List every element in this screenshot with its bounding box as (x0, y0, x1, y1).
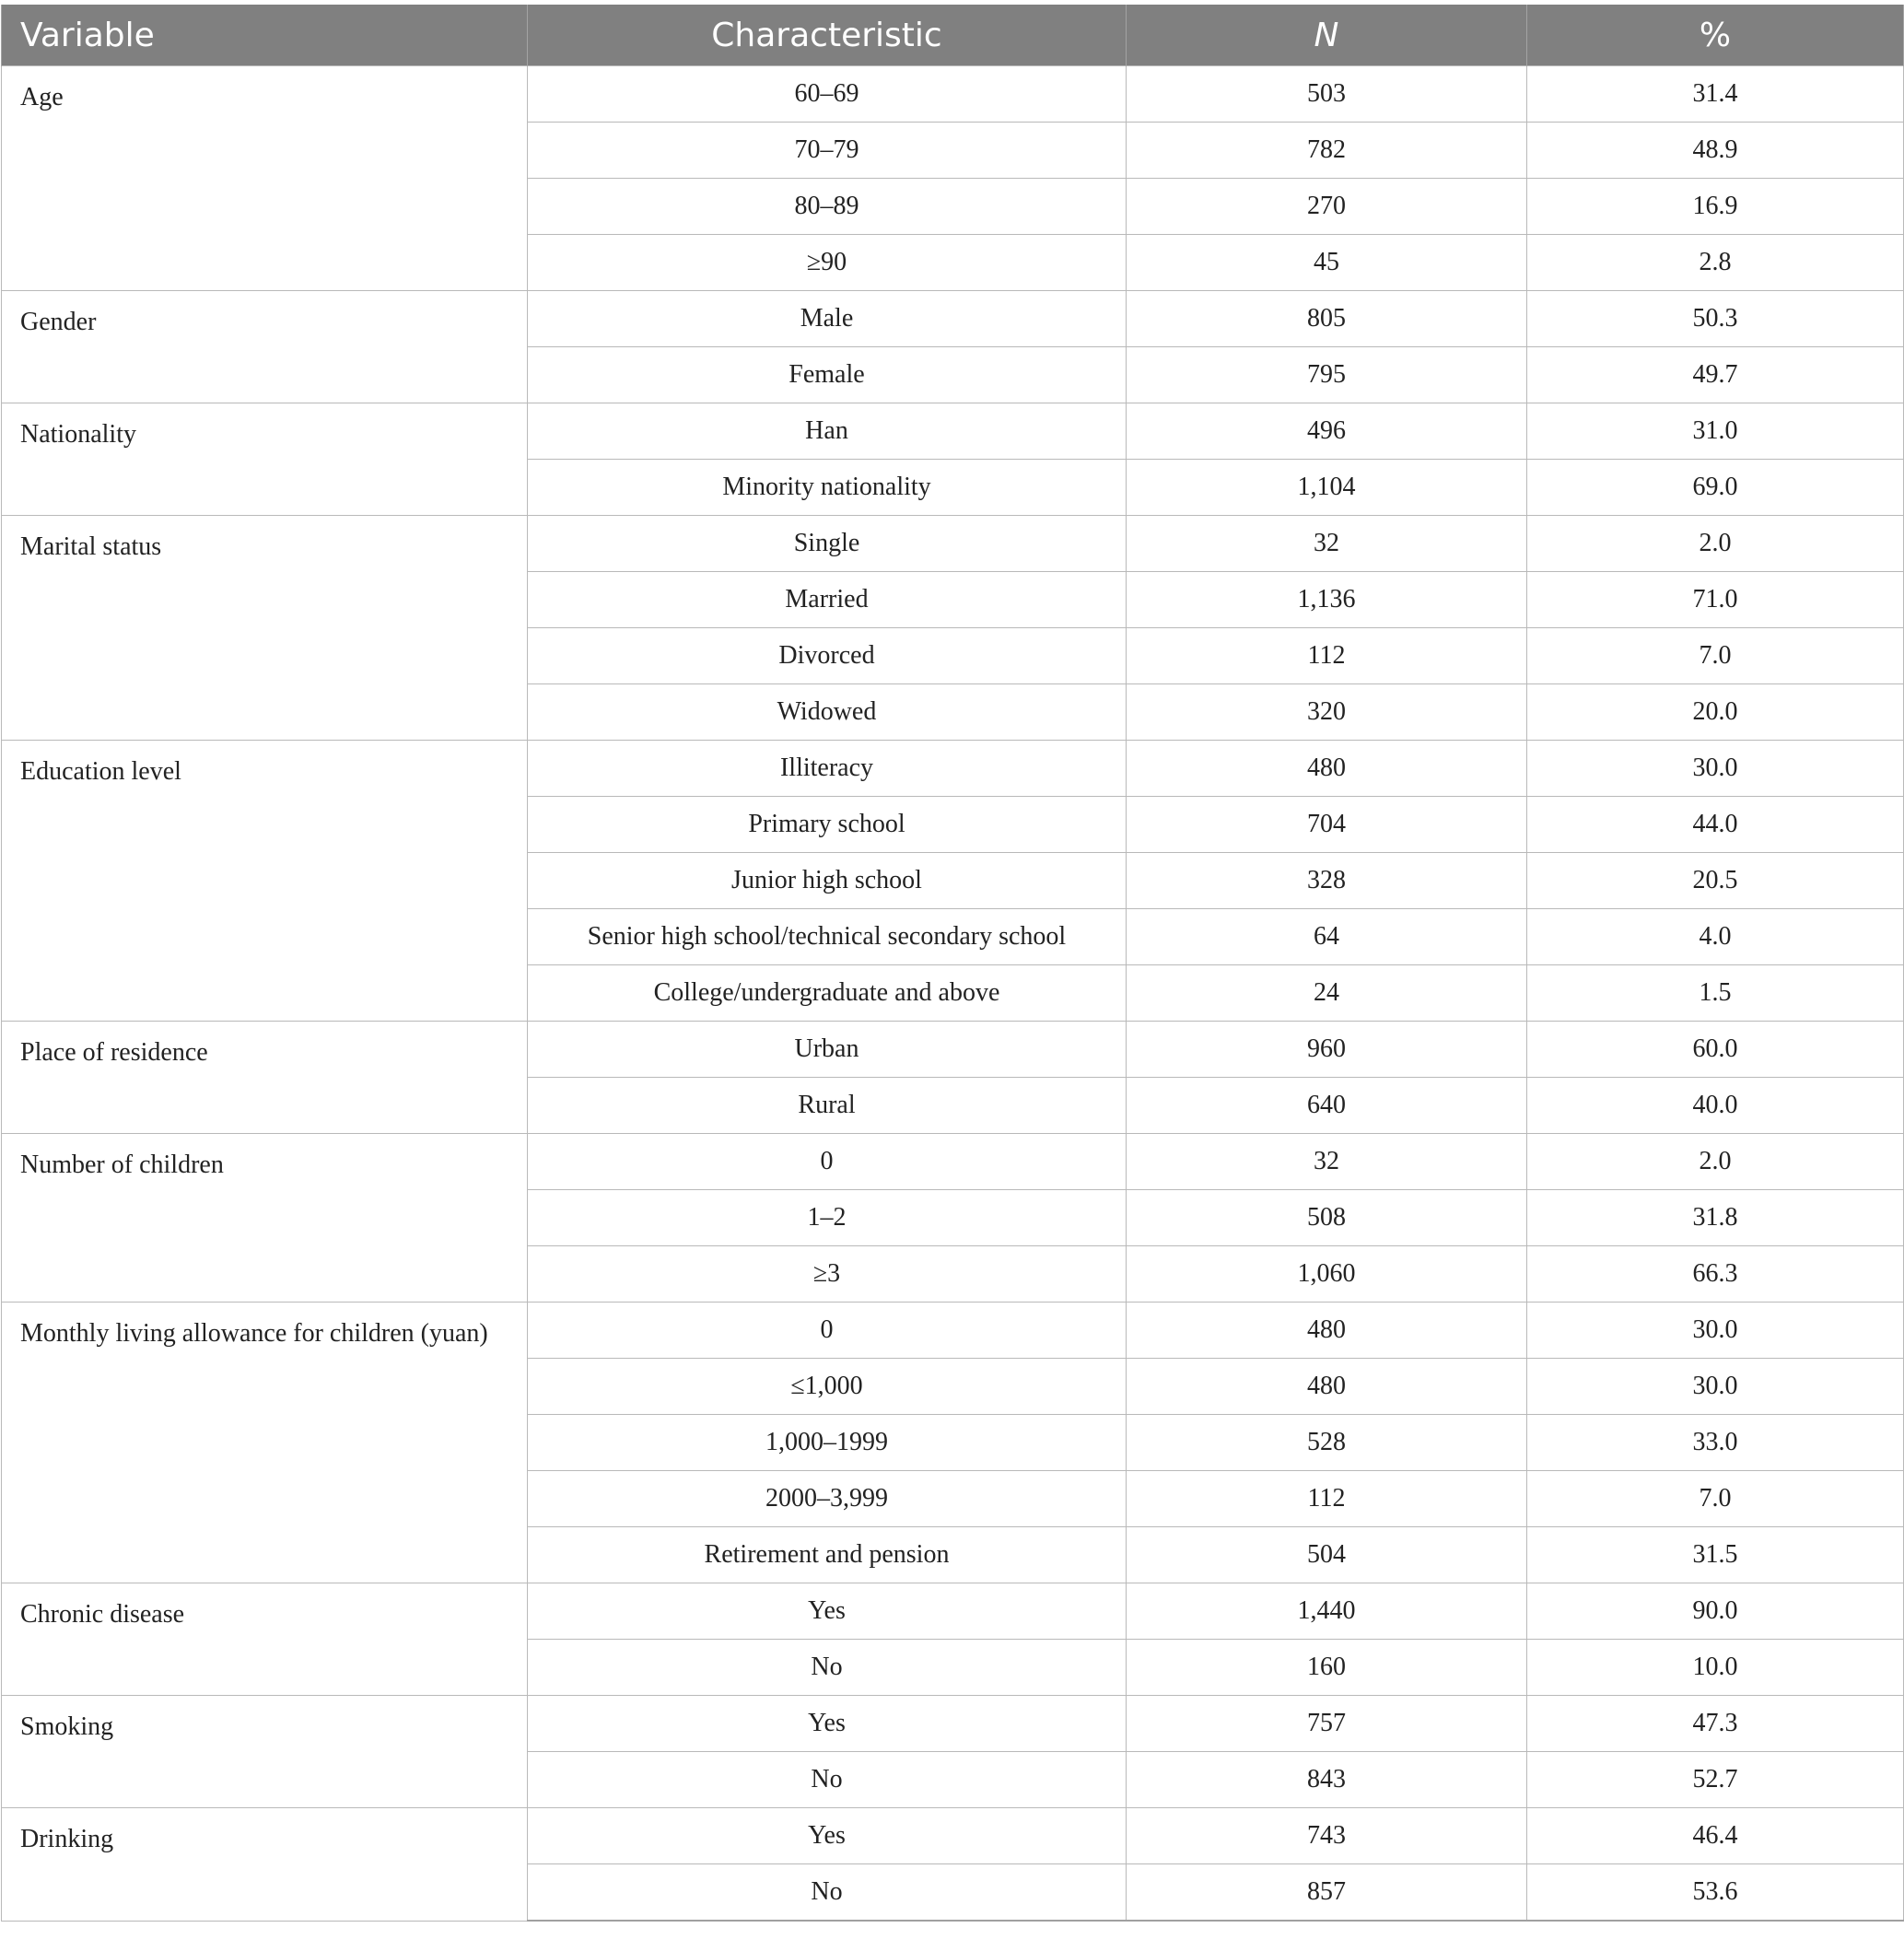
characteristic-cell: Han (528, 403, 1127, 460)
header-percent: % (1527, 5, 1904, 66)
percent-cell: 2.0 (1527, 516, 1904, 572)
n-cell: 743 (1127, 1808, 1527, 1864)
percent-cell: 69.0 (1527, 460, 1904, 516)
table-row (2, 1696, 1904, 1752)
n-cell: 640 (1127, 1078, 1527, 1134)
variable-cell: Age (2, 66, 528, 291)
n-cell: 24 (1127, 965, 1527, 1022)
n-cell: 782 (1127, 123, 1527, 179)
n-cell: 112 (1127, 628, 1527, 684)
n-cell: 270 (1127, 179, 1527, 235)
characteristic-cell: 0 (528, 1134, 1127, 1190)
variable-cell: Number of children (2, 1134, 528, 1303)
variable-cell: Smoking (2, 1696, 528, 1808)
percent-cell: 10.0 (1527, 1640, 1904, 1696)
characteristic-cell: ≤1,000 (528, 1359, 1127, 1415)
n-cell: 795 (1127, 347, 1527, 403)
percent-cell: 31.5 (1527, 1527, 1904, 1583)
table-row (2, 403, 1904, 460)
characteristic-cell: Single (528, 516, 1127, 572)
percent-cell: 31.4 (1527, 66, 1904, 123)
percent-cell: 30.0 (1527, 1303, 1904, 1359)
characteristic-cell: Yes (528, 1696, 1127, 1752)
characteristic-cell: 1,000–1999 (528, 1415, 1127, 1471)
n-cell: 1,104 (1127, 460, 1527, 516)
header-n: N (1127, 5, 1527, 66)
n-cell: 480 (1127, 1303, 1527, 1359)
percent-cell: 33.0 (1527, 1415, 1904, 1471)
percent-cell: 66.3 (1527, 1246, 1904, 1303)
n-cell: 1,060 (1127, 1246, 1527, 1303)
percent-cell: 16.9 (1527, 179, 1904, 235)
percent-cell: 46.4 (1527, 1808, 1904, 1864)
percent-cell: 40.0 (1527, 1078, 1904, 1134)
characteristic-cell: Illiteracy (528, 741, 1127, 797)
characteristic-cell: 60–69 (528, 66, 1127, 123)
n-cell: 45 (1127, 235, 1527, 291)
n-cell: 328 (1127, 853, 1527, 909)
table-body (2, 66, 1904, 1922)
n-cell: 496 (1127, 403, 1527, 460)
percent-cell: 48.9 (1527, 123, 1904, 179)
characteristic-cell: Female (528, 347, 1127, 403)
table-row (2, 291, 1904, 347)
n-cell: 757 (1127, 1696, 1527, 1752)
percent-cell: 1.5 (1527, 965, 1904, 1022)
characteristic-cell: No (528, 1864, 1127, 1922)
characteristic-cell: Junior high school (528, 853, 1127, 909)
table-row (2, 516, 1904, 572)
variable-cell: Chronic disease (2, 1583, 528, 1696)
percent-cell: 4.0 (1527, 909, 1904, 965)
variable-cell: Marital status (2, 516, 528, 741)
table-row (2, 1022, 1904, 1078)
characteristic-cell: Married (528, 572, 1127, 628)
characteristic-cell: 1–2 (528, 1190, 1127, 1246)
percent-cell: 30.0 (1527, 1359, 1904, 1415)
percent-cell: 30.0 (1527, 741, 1904, 797)
percent-cell: 49.7 (1527, 347, 1904, 403)
percent-cell: 53.6 (1527, 1864, 1904, 1922)
characteristic-cell: College/undergraduate and above (528, 965, 1127, 1022)
characteristic-cell: ≥90 (528, 235, 1127, 291)
table-row (2, 66, 1904, 123)
percent-cell: 44.0 (1527, 797, 1904, 853)
table-row (2, 741, 1904, 797)
n-cell: 160 (1127, 1640, 1527, 1696)
n-cell: 480 (1127, 741, 1527, 797)
percent-cell: 31.0 (1527, 403, 1904, 460)
percent-cell: 7.0 (1527, 628, 1904, 684)
variable-cell: Nationality (2, 403, 528, 516)
header-characteristic: Characteristic (528, 5, 1127, 66)
variable-cell: Monthly living allowance for children (yuan) (2, 1303, 528, 1583)
n-cell: 1,440 (1127, 1583, 1527, 1640)
characteristic-cell: 80–89 (528, 179, 1127, 235)
table-row (2, 1808, 1904, 1864)
characteristic-cell: Male (528, 291, 1127, 347)
n-cell: 1,136 (1127, 572, 1527, 628)
n-cell: 843 (1127, 1752, 1527, 1808)
characteristic-cell: Divorced (528, 628, 1127, 684)
percent-cell: 2.8 (1527, 235, 1904, 291)
percent-cell: 7.0 (1527, 1471, 1904, 1527)
characteristic-cell: No (528, 1640, 1127, 1696)
n-cell: 32 (1127, 1134, 1527, 1190)
table-row (2, 1583, 1904, 1640)
characteristic-cell: Retirement and pension (528, 1527, 1127, 1583)
table-row (2, 1134, 1904, 1190)
characteristic-cell: 2000–3,999 (528, 1471, 1127, 1527)
n-cell: 64 (1127, 909, 1527, 965)
characteristic-cell: Minority nationality (528, 460, 1127, 516)
variable-cell: Education level (2, 741, 528, 1022)
characteristic-cell: No (528, 1752, 1127, 1808)
n-cell: 503 (1127, 66, 1527, 123)
header-variable: Variable (2, 5, 528, 66)
n-cell: 504 (1127, 1527, 1527, 1583)
percent-cell: 20.0 (1527, 684, 1904, 741)
characteristic-cell: Widowed (528, 684, 1127, 741)
percent-cell: 47.3 (1527, 1696, 1904, 1752)
n-cell: 508 (1127, 1190, 1527, 1246)
characteristic-cell: Yes (528, 1808, 1127, 1864)
variable-cell: Drinking (2, 1808, 528, 1922)
percent-cell: 52.7 (1527, 1752, 1904, 1808)
variable-cell: Gender (2, 291, 528, 403)
n-cell: 704 (1127, 797, 1527, 853)
percent-cell: 71.0 (1527, 572, 1904, 628)
variable-cell: Place of residence (2, 1022, 528, 1134)
n-cell: 320 (1127, 684, 1527, 741)
n-cell: 857 (1127, 1864, 1527, 1922)
n-cell: 480 (1127, 1359, 1527, 1415)
characteristic-cell: ≥3 (528, 1246, 1127, 1303)
header-row (2, 5, 1904, 66)
percent-cell: 20.5 (1527, 853, 1904, 909)
percent-cell: 31.8 (1527, 1190, 1904, 1246)
n-cell: 112 (1127, 1471, 1527, 1527)
n-cell: 32 (1127, 516, 1527, 572)
n-cell: 960 (1127, 1022, 1527, 1078)
percent-cell: 2.0 (1527, 1134, 1904, 1190)
characteristic-cell: Urban (528, 1022, 1127, 1078)
characteristic-cell: Rural (528, 1078, 1127, 1134)
demographics-table (1, 5, 1904, 1922)
characteristic-cell: 70–79 (528, 123, 1127, 179)
characteristic-cell: Senior high school/technical secondary school (528, 909, 1127, 965)
characteristic-cell: 0 (528, 1303, 1127, 1359)
percent-cell: 60.0 (1527, 1022, 1904, 1078)
n-cell: 805 (1127, 291, 1527, 347)
percent-cell: 50.3 (1527, 291, 1904, 347)
characteristic-cell: Yes (528, 1583, 1127, 1640)
characteristic-cell: Primary school (528, 797, 1127, 853)
percent-cell: 90.0 (1527, 1583, 1904, 1640)
n-cell: 528 (1127, 1415, 1527, 1471)
table-row (2, 1303, 1904, 1359)
